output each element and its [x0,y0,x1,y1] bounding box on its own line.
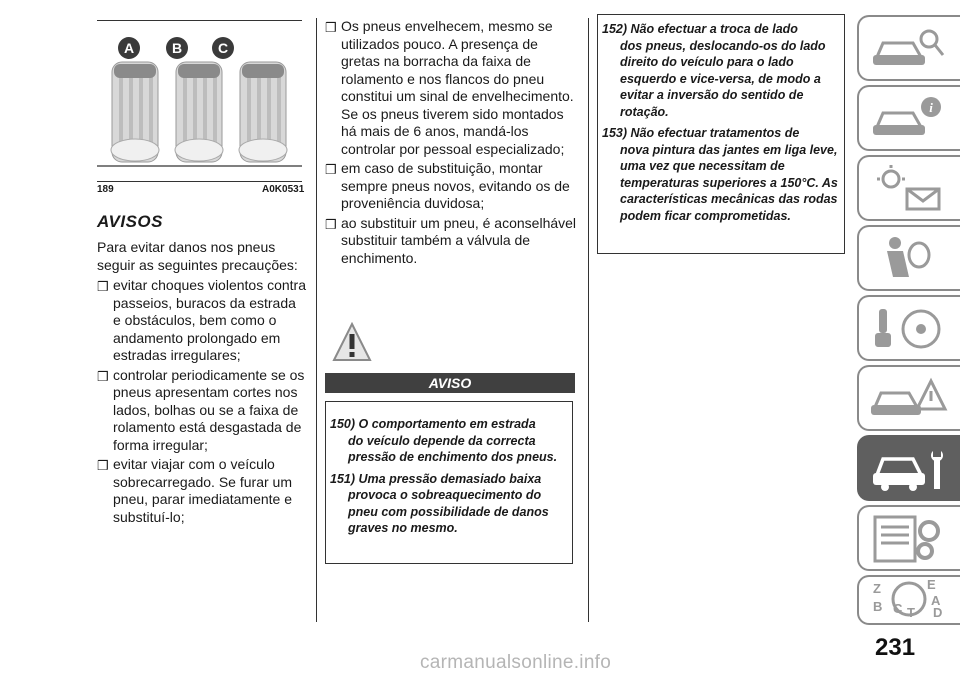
checkbox-bullet-icon: ❒ [97,279,109,294]
tire-b [175,62,223,162]
index-letter: D [933,605,943,619]
label-c: C [217,40,229,56]
tab-car-info[interactable] [857,85,960,151]
technical-data-icon [869,513,949,565]
warning-lights-icon [869,163,949,215]
column-1-text [97,212,307,528]
svg-text:i: i [929,100,933,115]
tab-technical-data[interactable] [857,505,960,571]
list-item: ❒ Os pneus envelhecem, mesmo se utilizados pouco. A presença de gretas na borracha da faixa de rolamento e nos flancos do pneu constitui um sinal de envelhecimento. Se os pneus tiverem sido montados há mais de 6 anos, mandá-los controlar por pessoal especializado; [325,18,574,157]
list-item: ❒ controlar periodicamente se os pneus apresentam cortes nos lados, bolhas ou se a faixa de rolamento está desgastada de forma irregular; [97,366,305,453]
index-letter: E [927,579,936,592]
column-divider-left [316,18,317,622]
list-item: ❒ ao substituir um pneu, é aconselhável substituir também a válvula de enchimento. [325,214,577,266]
warning-note-152: 152) Não efectuar a troca de lado dos pneus, deslocando-os do lado direito do veículo para o lado esquerdo e vice-versa, de modo a evitar a inversão do sentido de rotação. [602,22,826,119]
label-c-badge [212,37,234,59]
warning-note-153: 153) Não efectuar tratamentos de nova pintura das jantes em liga leve, uma vez que necessitam de temperaturas superiores a 150°C. As características mecânicas das rodas podem ficar comprometidas. [602,126,838,223]
index-letter: Z [873,581,881,596]
index-letter: T [907,605,915,619]
list-item: ❒ evitar viajar com o veículo sobrecarregado. Se furar um pneu, parar imediatamente e substituí-lo; [97,456,292,525]
car-info-icon [869,93,949,145]
warning-notes-box [597,14,845,254]
car-emergency-icon [869,373,949,425]
figure-bottom-rule [97,181,302,182]
tire-c [239,62,287,162]
label-b: B [171,40,183,56]
column-divider-right [588,18,589,622]
list-item: ❒ em caso de substituição, montar sempre pneus novos, evitando os de proveniência duvidosa; [325,160,570,211]
watermark: carmanualsonline.info [420,652,612,673]
avisos-heading: AVISOS [97,212,163,231]
tab-warning-lights[interactable] [857,155,960,221]
index-letter: C [893,601,903,616]
figure-code: A0K0531 [262,184,305,195]
label-a: A [123,40,135,56]
tab-car-maintenance[interactable] [857,435,960,501]
tab-car-search[interactable] [857,15,960,81]
index-letter: B [873,599,883,614]
figure-top-rule [97,20,302,21]
aviso-box [325,401,573,564]
intro-paragraph: Para evitar danos nos pneus seguir as seguintes precauções: [97,239,298,273]
tab-car-emergency[interactable] [857,365,960,431]
checkbox-bullet-icon: ❒ [325,216,337,232]
figure-number: 189 [97,184,114,195]
car-search-icon [869,23,949,75]
aviso-title-bar: AVISO [325,373,575,393]
car-maintenance-icon [869,443,949,495]
page-number: 231 [875,634,916,661]
alphabetical-index-icon [869,579,949,619]
column-2-text [325,18,580,269]
key-steering-wheel-icon [869,303,949,355]
tab-key-steering-wheel[interactable] [857,295,960,361]
checkbox-bullet-icon: ❒ [325,20,337,35]
checkbox-bullet-icon: ❒ [325,162,337,177]
airbag-seat-icon [869,233,949,285]
tab-alphabetical-index[interactable] [857,575,960,625]
warning-note-150: 150) O comportamento em estrada do veículo depende da correcta pressão de enchimento dos pneus. [330,417,558,464]
index-letter: A [931,593,941,608]
checkbox-bullet-icon: ❒ [97,368,109,384]
warning-triangle-icon [332,322,372,364]
tire-a [111,62,159,162]
label-b-badge [166,37,188,59]
checkbox-bullet-icon: ❒ [97,458,109,473]
label-a-badge [118,37,140,59]
tire-wear-figure [97,22,302,174]
list-item: ❒ evitar choques violentos contra passeios, buracos da estrada e obstáculos, bem como o andamento prolongado em estradas irregulares; [97,277,306,363]
tab-airbag-seat[interactable] [857,225,960,291]
warning-note-151: 151) Uma pressão demasiado baixa provoca o sobreaquecimento do pneu com possibilidade de danos graves no mesmo. [330,471,549,535]
